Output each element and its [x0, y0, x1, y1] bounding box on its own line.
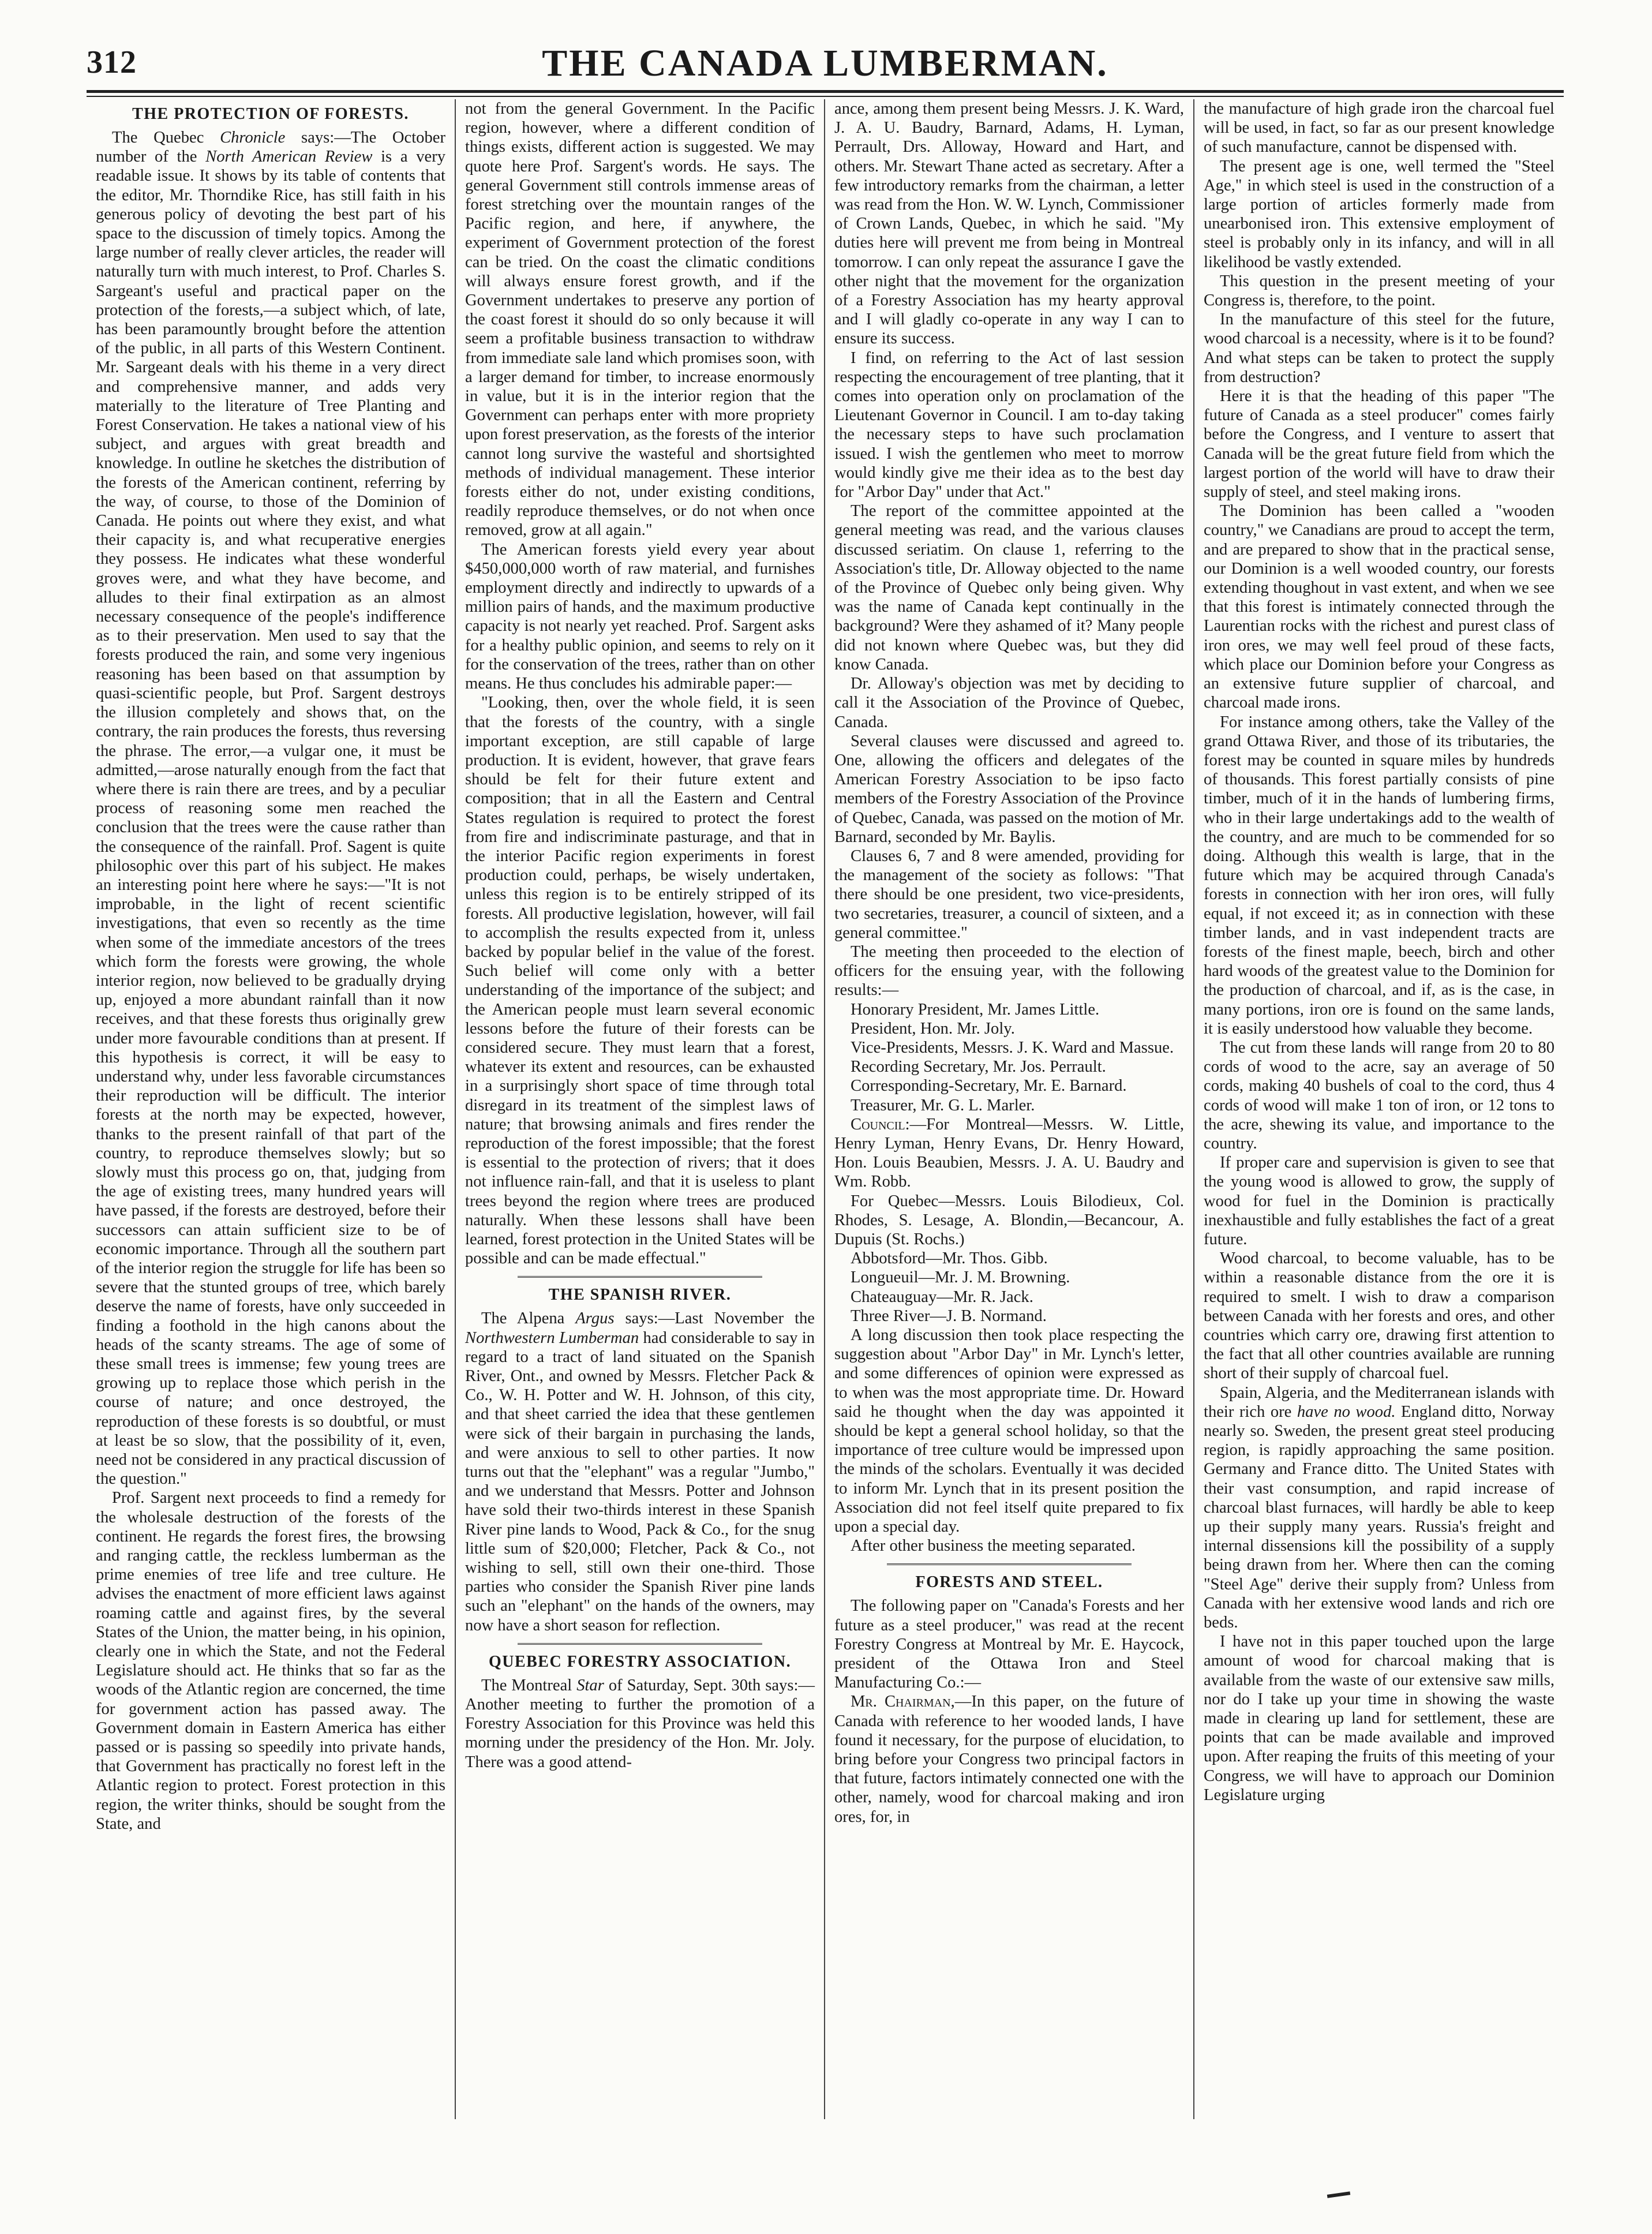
- section-separator: [518, 1643, 762, 1645]
- header-rule: [87, 90, 1564, 97]
- paragraph: I find, on referring to the Act of last session respecting the encouragement of tree planting, that it comes into operation only on proclamation of the Lieutenant Governor in Council. I am to-day taking the necessary steps to have such proclamation issued. I wish the gentlemen who meet to morrow would kindly give me their idea as to the best day for "Arbor Day" under that Act.": [834, 349, 1184, 502]
- italic-title: North American Review: [205, 148, 373, 166]
- paragraph: Dr. Alloway's objection was met by deciding to call it the Association of the Province of Quebec, Canada.: [834, 675, 1184, 731]
- paragraph: The Montreal Star of Saturday, Sept. 30th says:—Another meeting to further the promotion of a Forestry Association for this Province was held this morning under the presidency of the Hon. Mr. Joly. There was a good attend-: [465, 1676, 815, 1771]
- paragraph: The Quebec Chronicle says:—The October number of the North American Review is a very readable issue. It shows by its table of contents that the editor, Mr. Thorndike Rice, has still faith in his generous policy of devoting the best part of his space to the discussion of timely topics. Among the large number of really clever articles, the reader will naturally turn with much interest, to Prof. Charles S. Sargeant's useful and practical paper on the protection of the forests,—a subject which, of late, has been paramountly brought before the attention of the public, in all parts of this Western Continent. Mr. Sargeant deals with his theme in a very direct and comprehensive manner, and adds very materially to the literature of Tree Planting and Forest Conservation. He takes a national view of his subject, and argues with great breadth and knowledge. In outline he sketches the distribution of the forests of the American continent, referring by the way, of course, to those of the Dominion of Canada. He points out where they exist, and what their capacity is, and what recuperative energies they possess. He indicates what these wonderful groves were, and what they have become, and alludes to their final extirpation as an almost necessary consequence of the people's indifference as to their preservation. Men used to say that the forests produced the rain, and some very ingenious reasoning has been based on that assumption by quasi-scientific people, but Prof. Sargent destroys the illusion completely and shows that, on the contrary, the rain produces the forests, thus reversing the phrase. The error,—a vulgar one, it must be admitted,—arose naturally enough from the fact that where there is rain there are trees, and by a peculiar process of reasoning some men reached the conclusion that the trees were the cause rather than the consequence of the rainfall. Prof. Sagent is quite philosophic over this part of his subject. He makes an interesting point here where he says:—"It is not improbable, in the light of recent scientific investigations, that even so recently as the time when some of the immediate ancestors of the trees which form the forests were growing, the whole interior region, now believed to be gradually drying up, enjoyed a more abundant rainfall than it now receives, and that these forests thus originally grew under more favourable conditions than at present. If this hypothesis is correct, it will be easy to understand why, under less favorable circumstances their reproduction will be difficult. The interior forests at the north may be expected, however, thanks to the present rainfall of that part of the country, to reproduce themselves slowly; but so slowly must this process go on, that, judging from the age of existing trees, many hundred years will have passed, if the forests are destroyed, before their successors can attain sufficient size to be of economic importance. Through all the southern part of the interior region the struggle for life has been so severe that the stunted groups of tree, which barely deserve the name of forests, have only succeeded in finding a foothold in the high canons about the heads of the scanty streams. The age of some of these small trees is immense; few young trees are growing up to replace those which perish in the course of nature; and once destroyed, the reproduction of these forests is so doubtful, or must at least be so slow, that the possibility of it, even, need not be considered in any practical discussion of the question.": [96, 129, 446, 1488]
- paragraph: Council:—For Montreal—Messrs. W. Little, Henry Lyman, Henry Evans, Dr. Henry Howard, Hon. Louis Beaubien, Messrs. J. A. U. Baudry and Wm. Robb.: [834, 1115, 1184, 1191]
- page-number: 312: [87, 44, 137, 80]
- italic-title: Argus: [575, 1309, 615, 1328]
- paragraph: For Quebec—Messrs. Louis Bilodieux, Col. Rhodes, S. Lesage, A. Blondin,—Becancour, A. Dupuis (St. Rochs.): [834, 1192, 1184, 1248]
- paragraph: Prof. Sargent next proceeds to find a remedy for the wholesale destruction of the forests of the continent. He regards the forest fires, the browsing and ranging cattle, the reckless lumberman as the prime enemies of tree life and tree culture. He advises the enactment of more efficient laws against roaming cattle and against fires, by the several States of the Union, the matter being, in his opinion, clearly one in which the State, and not the Federal Legislature should act. He thinks that so far as the woods of the Atlantic region are concerned, the time for government action has passed away. The Government domain in Eastern America has either passed or is passing so speedily into private hands, that Government has practically no forest left in the Atlantic region to protect. Forest protection in this region, the writer thinks, should be sought from the State, and: [96, 1489, 445, 1833]
- paragraph: I have not in this paper touched upon the large amount of wood for charcoal making that is available from the waste of our extensive saw mills, nor do I take up your time in showing the waste made in clearing up land for settlement, these are points that can be made available and improved upon. After reaping the fruits of this meeting of your Congress, we will have to approach our Dominion Legislature urging: [1204, 1633, 1554, 1804]
- column-2: [456, 99, 825, 2119]
- italic-title: Star: [576, 1676, 604, 1694]
- heading-spanish-river: THE SPANISH RIVER.: [548, 1286, 732, 1304]
- paragraph: The present age is one, well termed the "Steel Age," in which steel is used in the construction of a large portion of articles formerly made from unearbonised iron. This extensive employment of steel is probably only in its infancy, and will in all likelihood be vastly extended.: [1204, 157, 1554, 271]
- paragraph: Clauses 6, 7 and 8 were amended, providing for the management of the society as follows: "That there should be one president, two vice-presidents, two secretaries, treasurer, a council of sixteen, and a general committee.": [834, 847, 1184, 942]
- officer-line: Vice-Presidents, Messrs. J. K. Ward and Massue.: [851, 1038, 1174, 1057]
- paragraph: Here it is that the heading of this paper "The future of Canada as a steel producer" comes fairly before the Congress, and I venture to assert that Canada will be the great future field from which the largest portion of the world will have to draw their supply of steel, and steel making irons.: [1204, 387, 1554, 502]
- italic-title: Chronicle: [220, 129, 286, 147]
- paragraph: This question in the present meeting of your Congress is, therefore, to the point.: [1204, 272, 1554, 310]
- paragraph: the manufacture of high grade iron the charcoal fuel will be used, in fact, so far as our present knowledge of such manufacture, cannot be dispensed with.: [1204, 100, 1554, 156]
- officer-line: President, Hon. Mr. Joly.: [851, 1019, 1015, 1038]
- paragraph: In the manufacture of this steel for the future, wood charcoal is a necessity, where is it to be found? And what steps can be taken to protect the supply from destruction?: [1204, 310, 1554, 386]
- paragraph: Mr. Chairman,—In this paper, on the future of Canada with reference to her wooded lands, I have found it necessary, for the purpose of elucidation, to bring before your Congress two principal factors in that future, factors intimately connected one with the other, namely, wood for charcoal making and iron ores, for, in: [834, 1693, 1184, 1826]
- column-4: [1194, 99, 1564, 2119]
- paragraph: If proper care and supervision is given to see that the young wood is allowed to grow, the supply of wood for fuel in the Dominion is practically inexhaustible and fully establishes the fact of a great future.: [1204, 1154, 1554, 1248]
- place-line: Abbotsford—Mr. Thos. Gibb.: [851, 1249, 1048, 1268]
- paragraph: Spain, Algeria, and the Mediterranean islands with their rich ore have no wood. England ditto, Norway nearly so. Sweden, the present great steel producing region, is rapidly approaching the same position. Germany and France ditto. The United States with their vast consumption, and rapid increase of charcoal blast furnaces, will hardly be able to keep up their supply many years. Russia's freight and internal dissensions kill the possibility of a supply being drawn from her. Where then can the coming "Steel Age" derive their supply from? Unless from Canada with her extensive wood lands and rich ore beds.: [1204, 1383, 1555, 1632]
- page-header: [87, 36, 1564, 88]
- paragraph: The Alpena Argus says:—Last November the Northwestern Lumberman had considerable to say in regard to a tract of land situated on the Spanish River, Ont., and owned by Messrs. Fletcher Pack & Co., W. H. Potter and W. H. Johnson, of this city, and that sheet carried the idea that these gentlemen were sick of their bargain in purchasing the lands, and were anxious to sell to other parties. It now turns out that the "elephant" was a regular "Jumbo," and we understand that Messrs. Potter and Johnson have sold their two-thirds interest in these Spanish River pine lands to Wood, Pack & Co., for the snug little sum of $20,000; Fletcher, Pack & Co., not wishing to sell, still own their one-third. Those parties who consider the Spanish River pine lands such an "elephant" on the hands of the owners, may now have a short season for reflection.: [465, 1309, 815, 1634]
- paragraph: The report of the committee appointed at the general meeting was read, and the various clauses discussed seriatim. On clause 1, referring to the Association's title, Dr. Alloway objected to the name of the Province of Quebec only being given. Why was the name of Canada kept continually in the background? Were they ashamed of it? Many people did not known where Quebec was, but they did know Canada.: [834, 502, 1184, 673]
- paragraph: Wood charcoal, to become valuable, has to be within a reasonable distance from the ore it is required to smelt. I wish to draw a comparison between Canada with her forests and ores, and other countries which carry ore, drawing first attention to the fact that all other countries available are running short of their supply of charcoal fuel.: [1204, 1249, 1554, 1383]
- section-separator: [887, 1563, 1132, 1565]
- officer-line: Recording Secretary, Mr. Jos. Perrault.: [851, 1058, 1106, 1076]
- place-line: Three River—J. B. Normand.: [851, 1307, 1047, 1325]
- paragraph: ance, among them present being Messrs. J. K. Ward, J. A. U. Baudry, Barnard, Adams, H. Lyman, Perrault, Drs. Alloway, Howard and Hart, and others. Mr. Stewart Thane acted as secretary. After a few introductory remarks from the chairman, a letter was read from the Hon. W. W. Lynch, Commissioner of Crown Lands, Quebec, in which he said. "My duties here will prevent me from being in Montreal tomorrow. I can only repeat the assurance I gave the other night that the movement for the organization of a Forestry Association has my hearty approval and I will gladly co-operate in any way I can to ensure its success.: [834, 100, 1184, 348]
- place-line: Chateauguay—Mr. R. Jack.: [851, 1288, 1033, 1306]
- paragraph: The cut from these lands will range from 20 to 80 cords of wood to the acre, say an average of 50 cords, making 40 bushels of coal to the cord, thus 4 cords of wood will make 1 ton of iron, or 12 tons to the acre, shewing its value, and importance to the country.: [1204, 1038, 1554, 1152]
- officer-line: Honorary President, Mr. James Little.: [851, 1000, 1100, 1019]
- paragraph: For instance among others, take the Valley of the grand Ottawa River, and those of its tributaries, the forest may be counted in square miles by hundreds of thousands. This forest partially consists of pine timber, much of it in the hands of lumbering firms, who in their large undertakings add to the wealth of the country, and are much to be commended for so doing. Although this wealth is large, that in the future which may be acquired through Canada's forests in connection with her iron ores, will fully equal, if not exceed it; as in connection with these timber lands, and in vast independent tracts are forests of the finest maple, beech, birch and other hard woods of the greatest value to the Dominion for the production of charcoal, and if, as is the case, in many portions, iron ore is found on the same lands, it is easily understood how valuable they become.: [1204, 713, 1554, 1038]
- ink-mark: [1327, 2191, 1350, 2198]
- heading-quebec-forestry: QUEBEC FORESTRY ASSOCIATION.: [488, 1652, 792, 1671]
- italic-title: Northwestern Lumberman: [465, 1329, 639, 1347]
- paragraph: not from the general Government. In the Pacific region, however, where a different condition of things exists, different action is suggested. We may quote here Prof. Sargent's words. He says. The general Government still controls immense areas of forest stretching over the mountain ranges of the Pacific region, and here, if anywhere, the experiment of Government protection of the forest can be tried. On the coast the climatic conditions will always ensure forest growth, and if the Government undertakes to preserve any portion of the coast forest it should do so only because it will seem a profitable business transaction to withdraw from immediate sale land which promises soon, with a larger demand for timber, to increase enormously in value, but it is in the interior region that the Government can perhaps enter with more propriety upon forest preservation, as the forests of the interior cannot long survive the wasteful and shortsighted methods of individual management. These interior forests either do not, under existing conditions, readily reproduce themselves, or do not when once removed, grow at all again.": [465, 100, 815, 540]
- section-separator: [518, 1276, 762, 1278]
- paragraph: "Looking, then, over the whole field, it is seen that the forests of the country, with a single important exception, are still capable of large production. It is evident, however, that grave fears should be felt for their future extent and composition; that in all the Eastern and Central States regulation is required to protect the forest from fire and indiscriminate pasturage, and that in the interior Pacific region experiments in forest production could, perhaps, be wisely undertaken, unless this region is to be entirely stripped of its forests. All productive legislation, however, will fail to accomplish the results expected from it, unless backed by popular belief in the value of the forest. Such belief will come only with a better understanding of the importance of the subject; and the American people must learn several economic lessons before the future of their forests can be considered secure. They must learn that a forest, whatever its extent and resources, can be exhausted in a surprisingly short space of time through total disregard in its treatment of the simplest laws of nature; that browsing animals and fires render the reproduction of the forest impossible; that the forest is essential to the protection of rivers; that it does not influence rain-fall, and that it is useless to plant trees beyond the region where trees are produced naturally. When these lessons shall have been learned, forest protection in the United States will be possible and can be made effectual.": [465, 694, 815, 1268]
- heading-protection-of-forests: THE PROTECTION OF FORESTS.: [132, 105, 409, 123]
- paragraph: A long discussion then took place respecting the suggestion about "Arbor Day" in Mr. Lynch's letter, and some differences of opinion were expressed as to when was the most appropriate time. Dr. Howard said he thought when the day was appointed it should be kept a general school holiday, so that the importance of tree culture would be impressed upon the minds of the scholars. Eventually it was decided to inform Mr. Lynch that in its present position the Association did not feel itself quite prepared to fix upon a special day.: [834, 1326, 1184, 1536]
- paragraph: The following paper on "Canada's Forests and her future as a steel producer," was read at the recent Forestry Congress at Montreal by Mr. E. Haycock, president of the Ottawa Iron and Steel Manufacturing Co.:—: [834, 1597, 1184, 1692]
- officer-line: Corresponding-Secretary, Mr. E. Barnard.: [851, 1077, 1127, 1095]
- paragraph: Several clauses were discussed and agreed to. One, allowing the officers and delegates of the American Forestry Association to be ipso facto members of the Forestry Association of the Province of Quebec, Canada, was passed on the motion of Mr. Barnard, seconded by Mr. Baylis.: [834, 732, 1184, 846]
- italic-emphasis: have no wood.: [1297, 1402, 1396, 1421]
- column-1: [87, 99, 456, 2119]
- column-3: [825, 99, 1194, 2119]
- running-title: THE CANADA LUMBERMAN.: [542, 42, 1108, 84]
- paragraph: The Dominion has been called a "wooden country," we Canadians are proud to accept the term, and are prepared to show that in the practical sense, our Dominion is a well wooded country, our forests extending thoughout in vast extent, and when we see that this forest is intimately connected through the Laurentian rocks with the richest and purest class of iron ores, we may well feel proud of these facts, which place our Dominion before your Congress as an extensive future supplier of charcoal, and charcoal made irons.: [1204, 502, 1554, 712]
- article-columns: [87, 99, 1564, 2119]
- paragraph: After other business the meeting separated.: [851, 1537, 1136, 1555]
- place-line: Longueuil—Mr. J. M. Browning.: [851, 1268, 1070, 1287]
- heading-forests-and-steel: FORESTS AND STEEL.: [915, 1573, 1103, 1592]
- officer-line: Treasurer, Mr. G. L. Marler.: [851, 1096, 1035, 1114]
- paragraph: The meeting then proceeded to the election of officers for the ensuing year, with the following results:—: [834, 942, 1184, 1000]
- paragraph: The American forests yield every year about $450,000,000 worth of raw material, and furnishes employment directly and indirectly to upwards of a million pairs of hands, and the maximum productive capacity is not nearly yet reached. Prof. Sargent asks for a healthy public opinion, and seems to rely on it for the conservation of the trees, rather than on other means. He thus concludes his admirable paper:—: [465, 540, 815, 693]
